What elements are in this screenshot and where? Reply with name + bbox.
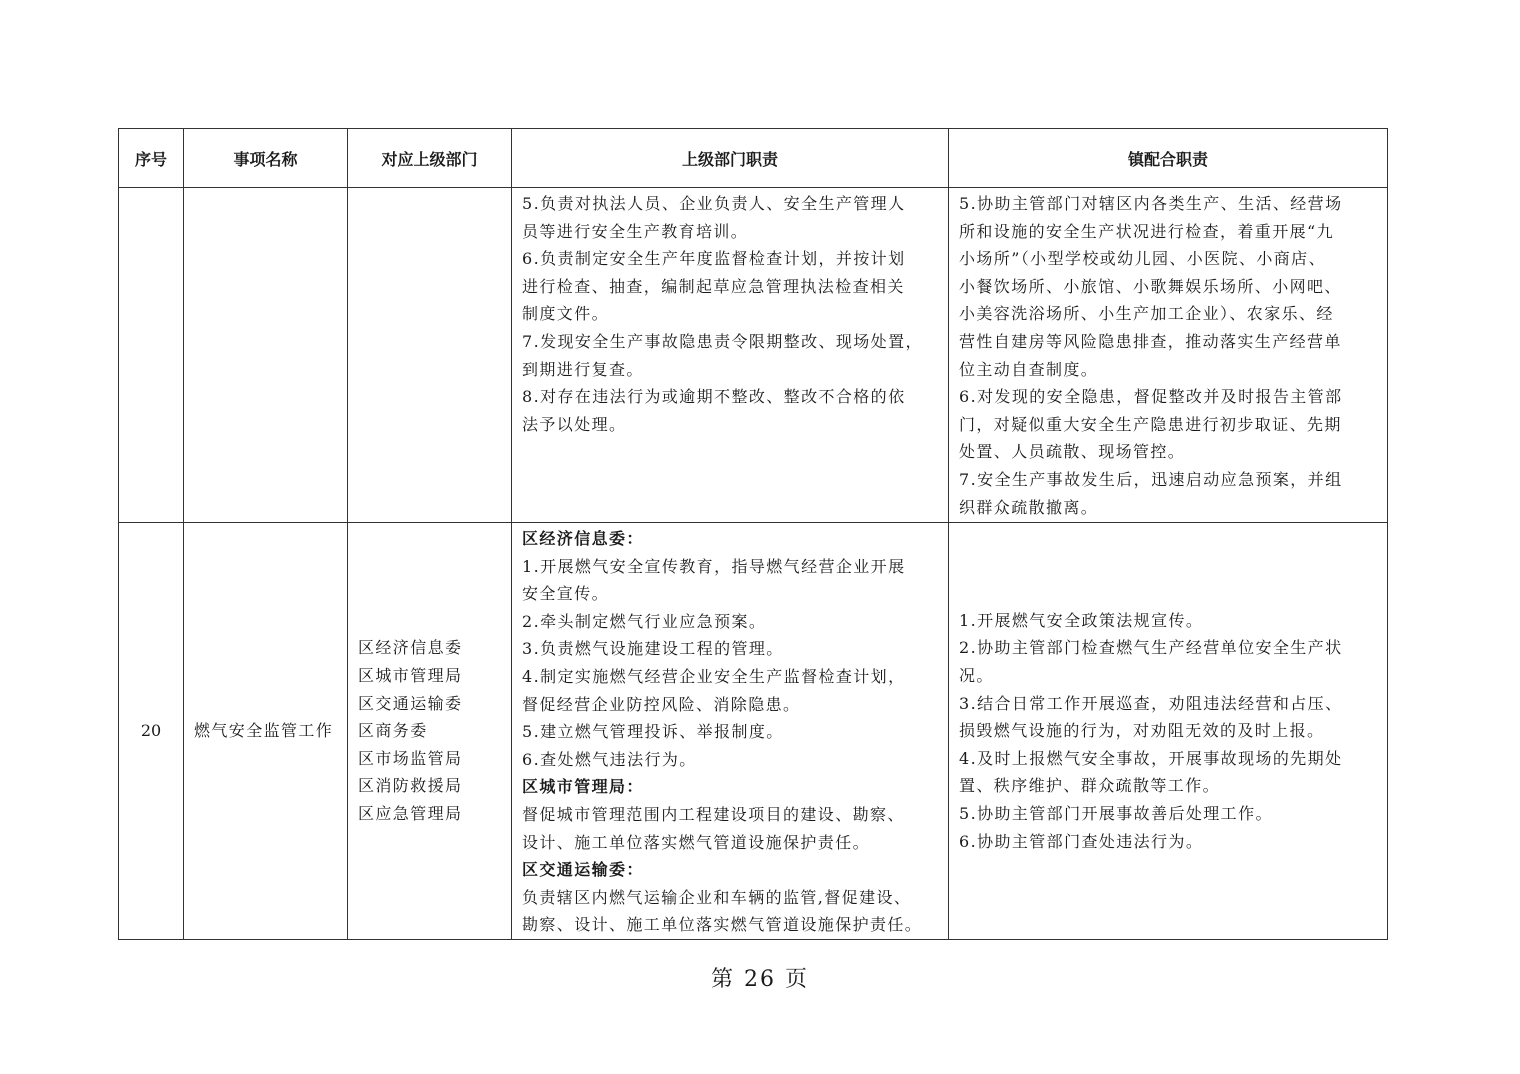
table-row-20 [119, 523, 1388, 940]
cell-upper-duty [512, 523, 949, 940]
duty-line: 6.协助主管部门查处违法行为。 [959, 831, 1204, 851]
duty-line: 负责辖区内燃气运输企业和车辆的监管,督促建设、 [522, 887, 912, 907]
duty-line: 所和设施的安全生产状况进行检查，着重开展“九 [959, 221, 1334, 241]
duty-line: 3.结合日常工作开展巡查，劝阻违法经营和占压、 [959, 693, 1343, 713]
duty-table [118, 128, 1388, 940]
table-row-continued [119, 188, 1388, 523]
duty-line: 置、秩序维护、群众疏散等工作。 [959, 776, 1221, 796]
header-seq: 序号 [119, 129, 184, 188]
cell-item-name [184, 523, 348, 940]
duty-line: 法予以处理。 [522, 414, 627, 434]
duty-line: 小美容洗浴场所、小生产加工企业）、农家乐、经 [959, 304, 1334, 324]
dept-heading: 区城市管理局： [522, 777, 644, 797]
item-name-text: 燃气安全监管工作 [194, 721, 334, 741]
dept-line: 区市场监管局 [358, 748, 463, 768]
header-upper-duty: 上级部门职责 [512, 129, 949, 188]
duty-line: 处置、人员疏散、现场管控。 [959, 442, 1186, 462]
cell-upper-dept [348, 523, 512, 940]
cell-item-name [184, 188, 348, 523]
duty-line: 5.负责对执法人员、企业负责人、安全生产管理人 [522, 194, 906, 213]
duty-line: 到期进行复查。 [522, 359, 644, 379]
cell-seq [119, 188, 184, 523]
duty-line: 3.负责燃气设施建设工程的管理。 [522, 639, 784, 659]
duty-line: 小餐饮场所、小旅馆、小歌舞娱乐场所、小网吧、 [959, 276, 1342, 296]
duty-line: 制度文件。 [522, 304, 610, 324]
cell-seq: 20 [119, 523, 184, 940]
duty-line: 况。 [959, 665, 994, 685]
duty-line: 安全宣传。 [522, 584, 610, 604]
dept-line: 区应急管理局 [358, 803, 463, 823]
cell-upper-dept [348, 188, 512, 523]
duty-line: 督促经营企业防控风险、消除隐患。 [522, 694, 801, 714]
duty-line: 2.协助主管部门检查燃气生产经营单位安全生产状 [959, 638, 1343, 658]
duty-line: 5.协助主管部门开展事故善后处理工作。 [959, 803, 1273, 823]
duty-line: 7.发现安全生产事故隐患责令限期整改、现场处置， [522, 331, 923, 351]
dept-line: 区消防救援局 [358, 776, 463, 796]
duty-line: 损毁燃气设施的行为，对劝阻无效的及时上报。 [959, 721, 1325, 741]
header-item-name: 事项名称 [184, 129, 348, 188]
duty-line: 5.协助主管部门对辖区内各类生产、生活、经营场 [959, 194, 1343, 213]
cell-upper-duty [512, 188, 949, 523]
duty-line: 营性自建房等风险隐患排查，推动落实生产经营单 [959, 331, 1342, 351]
duty-line: 进行检查、抽查，编制起草应急管理执法检查相关 [522, 276, 905, 296]
duty-line: 1.开展燃气安全政策法规宣传。 [959, 610, 1204, 630]
dept-line: 区经济信息委 [358, 638, 463, 658]
duty-line: 门，对疑似重大安全生产隐患进行初步取证、先期 [959, 414, 1342, 434]
header-upper-dept: 对应上级部门 [348, 129, 512, 188]
duty-line: 1.开展燃气安全宣传教育，指导燃气经营企业开展 [522, 556, 906, 576]
duty-line: 小场所”（小型学校或幼儿园、小医院、小商店、 [959, 249, 1326, 269]
dept-line: 区城市管理局 [358, 665, 463, 685]
duty-line: 6.负责制定安全生产年度监督检查计划，并按计划 [522, 249, 906, 269]
duty-line: 4.制定实施燃气经营企业安全生产监督检查计划， [522, 666, 906, 686]
duty-line: 7.安全生产事故发生后，迅速启动应急预案，并组 [959, 469, 1343, 489]
duty-line: 位主动自查制度。 [959, 359, 1099, 379]
dept-heading: 区经济信息委： [522, 529, 644, 548]
duty-line: 设计、施工单位落实燃气管道设施保护责任。 [522, 832, 871, 852]
duty-line: 4.及时上报燃气安全事故，开展事故现场的先期处 [959, 748, 1343, 768]
duty-line: 6.查处燃气违法行为。 [522, 749, 697, 769]
cell-town-duty [949, 188, 1388, 523]
duty-line: 织群众疏散撤离。 [959, 497, 1099, 517]
duty-line: 勘察、设计、施工单位落实燃气管道设施保护责任。 [522, 915, 923, 935]
duty-line: 2.牵头制定燃气行业应急预案。 [522, 611, 767, 631]
header-town-duty: 镇配合职责 [949, 129, 1388, 188]
duty-line: 5.建立燃气管理投诉、举报制度。 [522, 722, 784, 742]
duty-line: 8.对存在违法行为或逾期不整改、整改不合格的依 [522, 387, 906, 407]
duty-line: 6.对发现的安全隐患，督促整改并及时报告主管部 [959, 387, 1343, 407]
duty-line: 督促城市管理范围内工程建设项目的建设、勘察、 [522, 804, 905, 824]
page-number: 第 26 页 [711, 967, 809, 992]
dept-line: 区商务委 [358, 721, 428, 741]
header-row [119, 129, 1388, 188]
dept-line: 区交通运输委 [358, 693, 463, 713]
duty-line: 员等进行安全生产教育培训。 [522, 221, 749, 241]
dept-heading: 区交通运输委： [522, 860, 644, 880]
cell-town-duty [949, 523, 1388, 940]
